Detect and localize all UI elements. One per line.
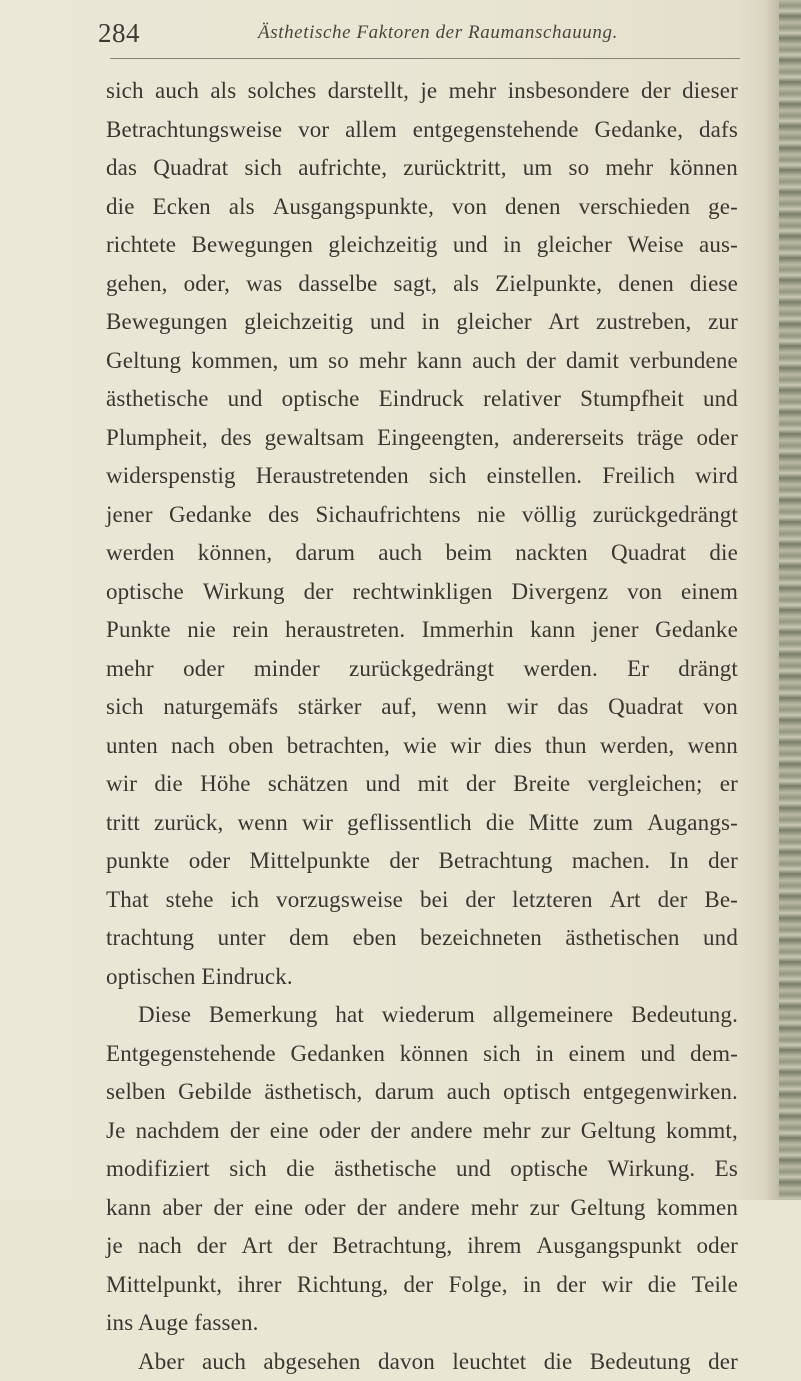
text-line: widerspenstig Heraustretenden sich einstellen. Freilich wird — [106, 457, 738, 496]
text-line: selben Gebilde ästhetisch, darum auch optisch entgegenwirken. — [106, 1073, 738, 1112]
text-line: mehr oder minder zurückgedrängt werden. Er drängt — [106, 650, 738, 689]
text-line: ästhetische und optische Eindruck relativer Stumpfheit und — [106, 380, 738, 419]
text-line: Plumpheit, des gewaltsam Eingeengten, andererseits träge oder — [106, 419, 738, 458]
header-rule — [110, 58, 740, 59]
text-line: Entgegenstehende Gedanken können sich in einem und dem- — [106, 1035, 738, 1074]
text-line: Mittelpunkt, ihrer Richtung, der Folge, in der wir die Teile — [106, 1266, 738, 1305]
text-line: ins Auge fassen. — [106, 1304, 738, 1343]
text-line: das Quadrat sich aufrichte, zurücktritt, um so mehr können — [106, 149, 738, 188]
text-line: Bewegungen gleichzeitig und in gleicher Art zustreben, zur — [106, 303, 738, 342]
text-line: kann aber der eine oder der andere mehr zur Geltung kommen — [106, 1189, 738, 1228]
text-line: punkte oder Mittelpunkte der Betrachtung machen. In der — [106, 842, 738, 881]
text-line: je nach der Art der Betrachtung, ihrem Ausgangspunkt oder — [106, 1227, 738, 1266]
body-text — [106, 72, 738, 1381]
text-line: unten nach oben betrachten, wie wir dies thun werden, wenn — [106, 727, 738, 766]
text-line: die Ecken als Ausgangspunkte, von denen verschieden ge- — [106, 188, 738, 227]
text-line: werden können, darum auch beim nackten Quadrat die — [106, 534, 738, 573]
text-line: richtete Bewegungen gleichzeitig und in gleicher Weise aus- — [106, 226, 738, 265]
text-line: modifiziert sich die ästhetische und optische Wirkung. Es — [106, 1150, 738, 1189]
text-line: Diese Bemerkung hat wiederum allgemeinere Bedeutung. — [106, 996, 738, 1035]
text-line: wir die Höhe schätzen und mit der Breite vergleichen; er — [106, 765, 738, 804]
text-line: sich auch als solches darstellt, je mehr insbesondere der dieser — [106, 72, 738, 111]
text-line: Betrachtungsweise vor allem entgegenstehende Gedanke, dafs — [106, 111, 738, 150]
page-number: 284 — [98, 18, 140, 49]
text-line: Geltung kommen, um so mehr kann auch der damit verbundene — [106, 342, 738, 381]
text-line: Je nachdem der eine oder der andere mehr zur Geltung kommt, — [106, 1112, 738, 1151]
page-edge — [779, 0, 801, 1200]
text-line: optische Wirkung der rechtwinkligen Divergenz von einem — [106, 573, 738, 612]
text-line: gehen, oder, was dasselbe sagt, als Zielpunkte, denen diese — [106, 265, 738, 304]
page-edge-shadow — [765, 0, 779, 1200]
text-line: optischen Eindruck. — [106, 958, 738, 997]
text-line: Aber auch abgesehen davon leuchtet die Bedeutung der — [106, 1343, 738, 1381]
text-line: tritt zurück, wenn wir geflissentlich die Mitte zum Augangs- — [106, 804, 738, 843]
text-line: That stehe ich vorzugsweise bei der letzteren Art der Be- — [106, 881, 738, 920]
text-line: trachtung unter dem eben bezeichneten ästhetischen und — [106, 919, 738, 958]
text-line: jener Gedanke des Sichaufrichtens nie völlig zurückgedrängt — [106, 496, 738, 535]
running-head: Ästhetische Faktoren der Raumanschauung. — [258, 22, 618, 44]
text-line: Punkte nie rein heraustreten. Immerhin kann jener Gedanke — [106, 611, 738, 650]
page-header — [98, 14, 738, 48]
text-line: sich naturgemäfs stärker auf, wenn wir das Quadrat von — [106, 688, 738, 727]
